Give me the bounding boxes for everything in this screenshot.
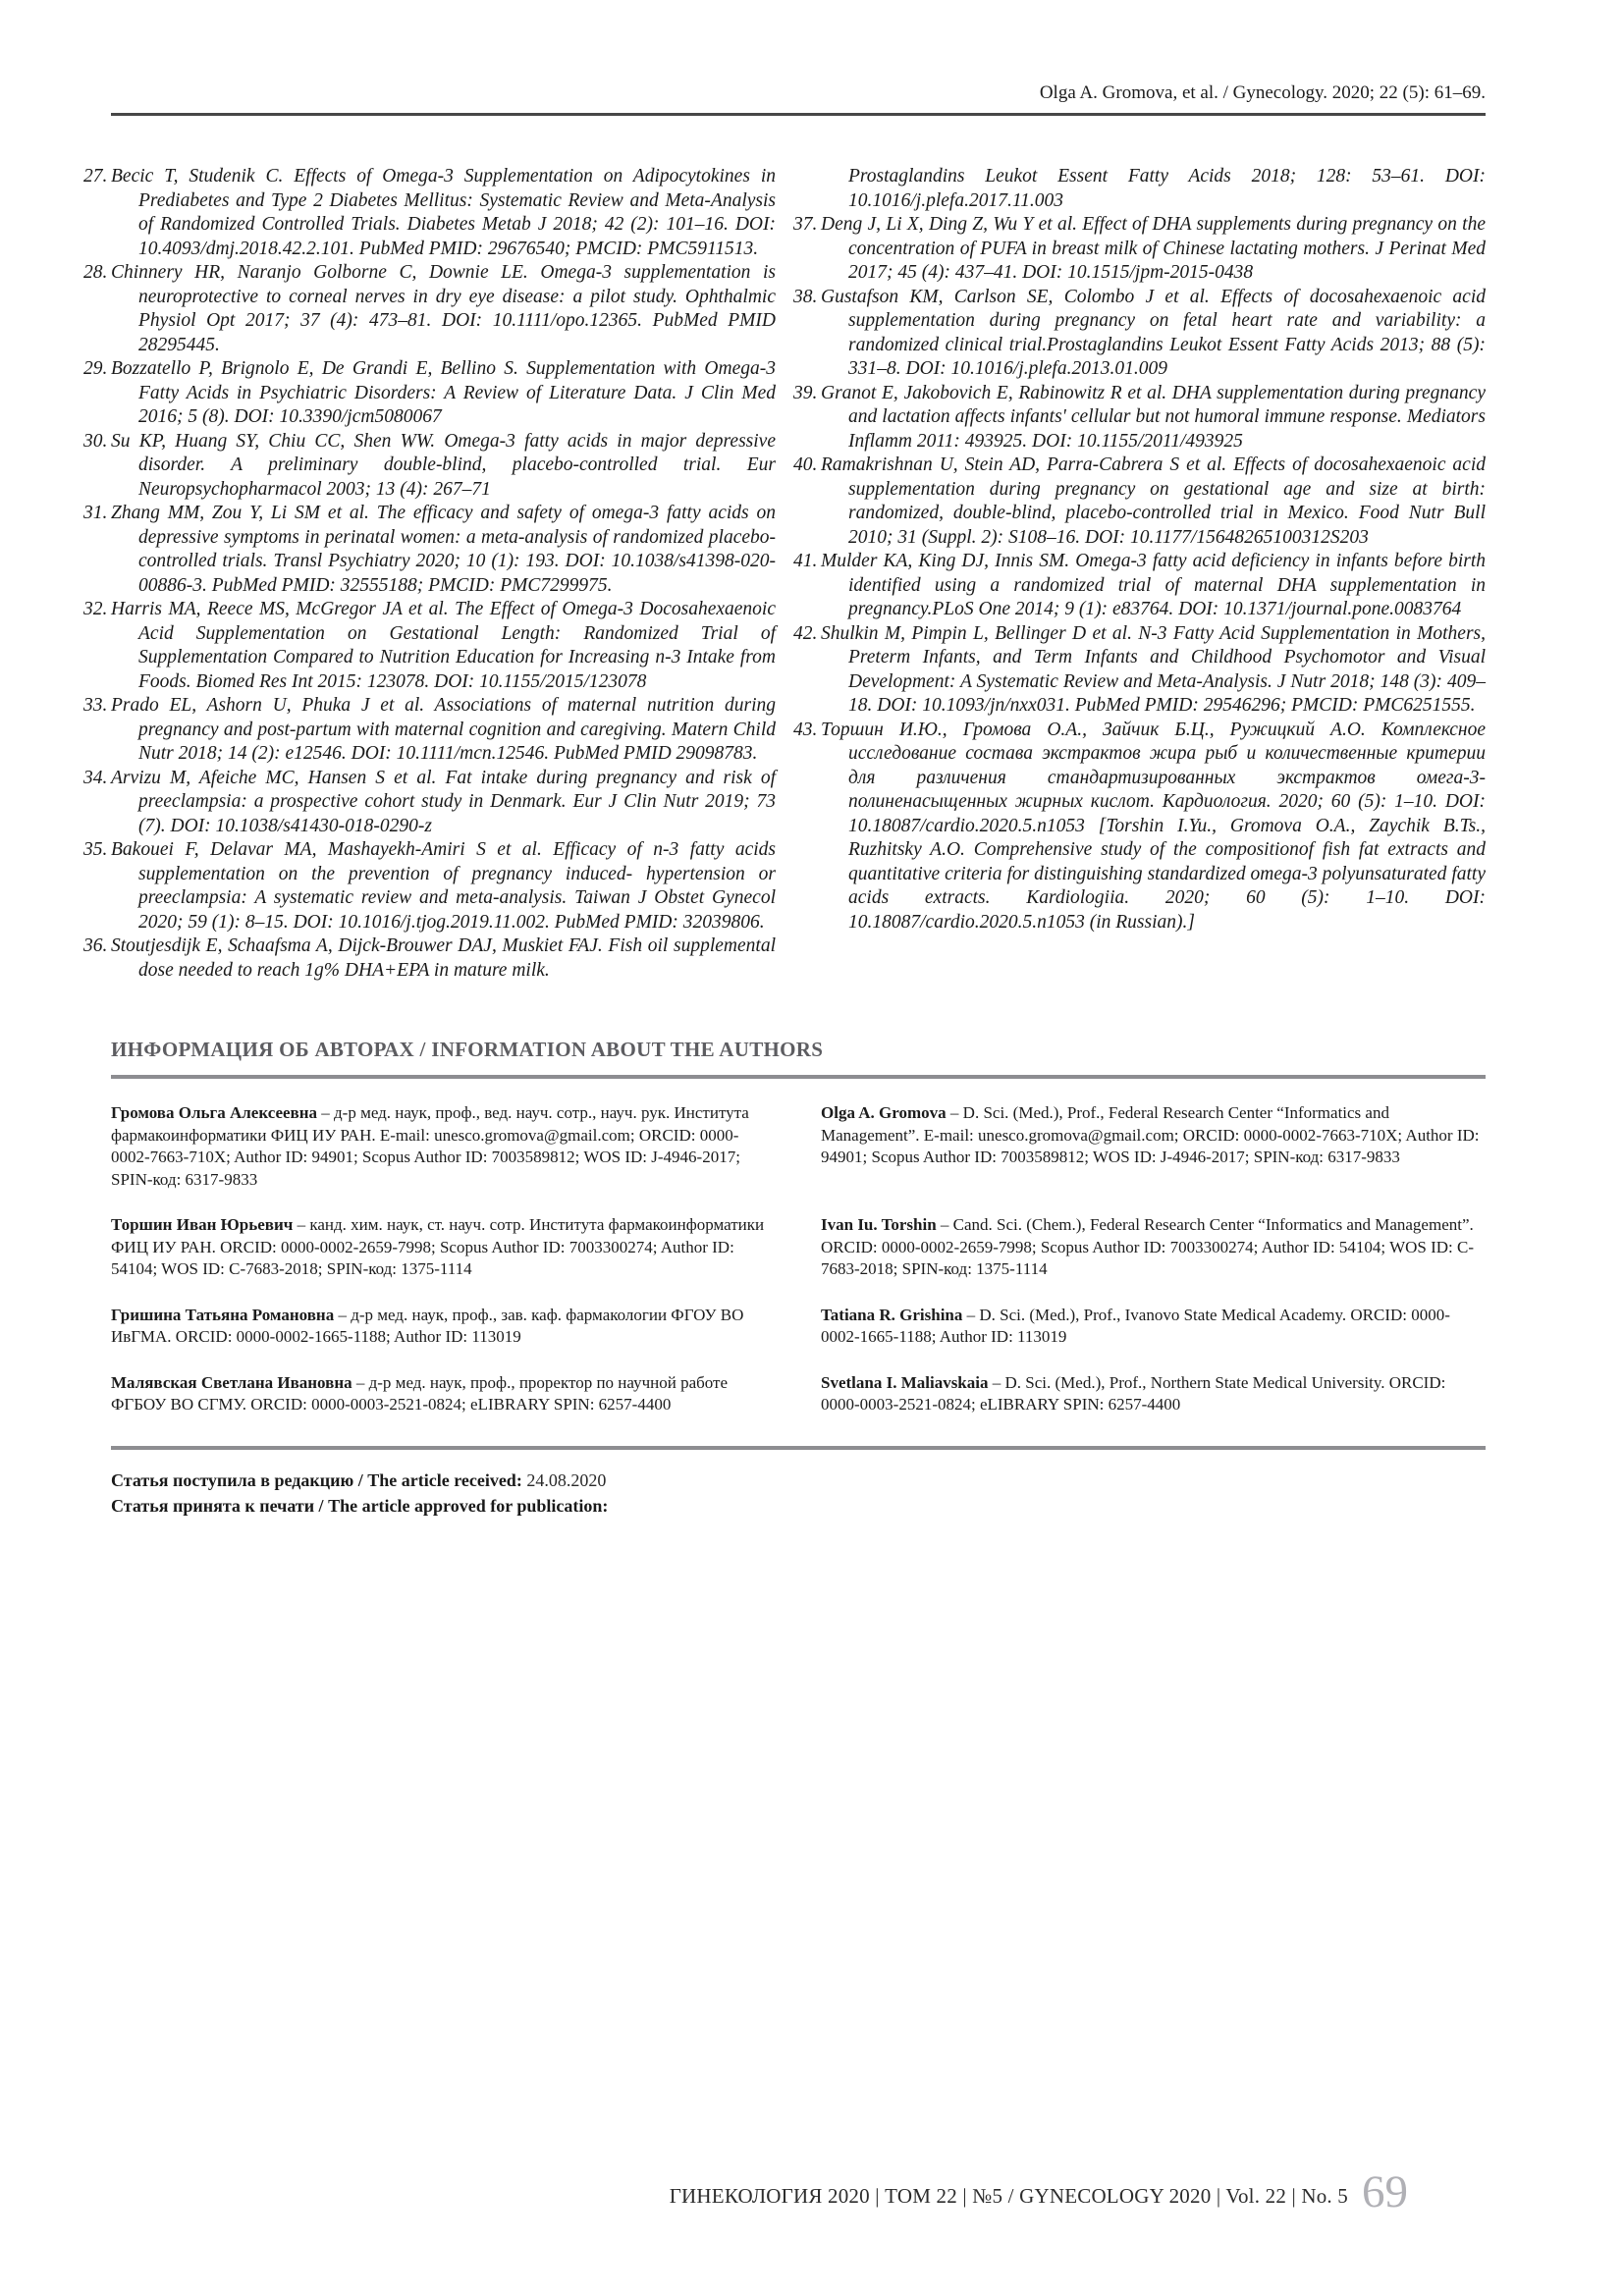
author-entry	[821, 1305, 1486, 1349]
author-name: Ivan Iu. Torshin	[821, 1215, 937, 1234]
reference-item	[83, 767, 776, 839]
reference-text: Stoutjesdijk E, Schaafsma A, Dijck-Brouwer DAJ, Muskiet FAJ. Fish oil supplemental dose needed to reach 1g% DHA+EPA in mature milk.	[111, 935, 776, 981]
author-name: Svetlana I. Maliavskaia	[821, 1372, 989, 1392]
reference-text: Торшин И.Ю., Громова О.А., Зайчик Б.Ц., Ружицкий А.О. Комплексное исследование состава экстрактов жира рыб и количественные критерии для различения стандартизированных экстрактов омега-3-полиненасыщенных жирных кислот. Кардиология. 2020; 60 (5): 1–10. DOI: 10.18087/cardio.2020.5.n1053 [Torshin I.Yu., Gromova O.A., Zaychik B.Ts., Ruzhitsky A.O. Comprehensive study of the compositionof fish fat extracts and quantitative criteria for distinguishing standardized omega-3 polyunsaturated fatty acids extracts. Kardiologiia. 2020; 60 (5): 1–10. DOI: 10.18087/cardio.2020.5.n1053 (in Russian).]	[821, 719, 1486, 933]
reference-number: 30.	[83, 430, 108, 452]
reference-text: Prostaglandins Leukot Essent Fatty Acids 2018; 128: 53–61. DOI: 10.1016/j.plefa.2017.11.003	[848, 166, 1486, 211]
reference-item	[83, 261, 776, 357]
page-footer	[0, 2165, 1408, 2217]
reference-number: 37.	[793, 214, 818, 235]
authors-top-divider	[111, 1075, 1486, 1079]
reference-item	[83, 502, 776, 598]
reference-number: 39.	[793, 382, 818, 403]
reference-item	[793, 719, 1486, 935]
page-content	[83, 0, 1486, 1519]
author-entry	[111, 1102, 776, 1191]
reference-text: Chinnery HR, Naranjo Golborne C, Downie LE. Omega-3 supplementation is neuroprotective to corneal nerves in dry eye disease: a pilot study. Ophthalmic Physiol Opt 2017; 37 (4): 473–81. DOI: 10.1111/opo.12365. PubMed PMID 28295445.	[111, 262, 776, 355]
reference-text: Mulder KA, King DJ, Innis SM. Omega-3 fatty acid deficiency in infants before birth identified using a randomized trial of maternal DHA supplementation in pregnancy.PLoS One 2014; 9 (1): e83764. DOI: 10.1371/journal.pone.0083764	[821, 551, 1486, 619]
author-details: – D. Sci. (Med.), Prof., Ivanovo State Medical Academy. ORCID: 0000-0002-1665-1188; Author ID: 113019	[821, 1305, 1450, 1346]
received-label: Статья поступила в редакцию / The article received:	[111, 1469, 522, 1490]
author-name: Громова Ольга Алексеевна	[111, 1103, 318, 1122]
reference-item	[793, 286, 1486, 382]
reference-number: 34.	[83, 767, 108, 788]
author-name: Торшин Иван Юрьевич	[111, 1215, 294, 1234]
reference-number: 38.	[793, 286, 818, 307]
reference-text: Deng J, Li X, Ding Z, Wu Y et al. Effect of DHA supplements during pregnancy on the concentration of PUFA in breast milk of Chinese lactating mothers. J Perinat Med 2017; 45 (4): 437–41. DOI: 10.1515/jpm-2015-0438	[821, 214, 1486, 283]
reference-text: Bakouei F, Delavar MA, Mashayekh-Amiri S et al. Efficacy of n-3 fatty acids supplementation on the prevention of pregnancy induced- hypertension or preeclampsia: A systematic review and meta-analysis. Taiwan J Obstet Gynecol 2020; 59 (1): 8–15. DOI: 10.1016/j.tjog.2019.11.002. PubMed PMID: 32039806.	[111, 839, 776, 933]
author-name: Гришина Татьяна Романовна	[111, 1305, 335, 1324]
reference-item	[793, 622, 1486, 719]
reference-number: 27.	[83, 166, 108, 187]
reference-text: Granot E, Jakobovich E, Rabinowitz R et al. DHA supplementation during pregnancy and lactation affects infants' cellular but not humoral immune response. Mediators Inflamm 2011: 493925. DOI: 10.1155/2011/493925	[821, 382, 1486, 452]
reference-number: 28.	[83, 262, 108, 283]
reference-text: Su KP, Huang SY, Chiu CC, Shen WW. Omega-3 fatty acids in major depressive disorder. A preliminary double-blind, placebo-controlled trial. Eur Neuropsychopharmacol 2003; 13 (4): 267–71	[111, 430, 776, 500]
author-details: – Cand. Sci. (Chem.), Federal Research Center “Informatics and Management”. ORCID: 0000-0002-2659-7998; Scopus Author ID: 7003300274; Author ID: 54104; WOS ID: C-7683-2018; SPIN-код: 1375-1114	[821, 1215, 1475, 1278]
author-entry	[111, 1372, 776, 1416]
reference-text: Bozzatello P, Brignolo E, De Grandi E, Bellino S. Supplementation with Omega-3 Fatty Acids in Psychiatric Disorders: A Review of Literature Data. J Clin Med 2016; 5 (8). DOI: 10.3390/jcm5080067	[111, 358, 776, 427]
reference-item	[793, 550, 1486, 622]
page-number: 69	[1362, 2166, 1408, 2217]
reference-item	[83, 165, 776, 261]
reference-number: 29.	[83, 358, 108, 379]
author-details: – д-р мед. наук, проф., вед. науч. сотр., науч. рук. Института фармакоинформатики ФИЦ ИУ РАН. E-mail: unesco.gromova@gmail.com; ORCID: 0000-0002-7663-710X; Author ID: 94901; Scopus Author ID: 7003589812; WOS ID: J-4946-2017; SPIN-код: 6317-9833	[111, 1103, 749, 1189]
running-head	[111, 82, 1486, 104]
author-entry	[111, 1305, 776, 1349]
reference-item	[83, 430, 776, 503]
header-divider	[111, 113, 1486, 116]
reference-number: 42.	[793, 622, 818, 644]
reference-text: Becic T, Studenik C. Effects of Omega-3 Supplementation on Adipocytokines in Prediabetes and Type 2 Diabetes Mellitus: Systematic Review and Meta-Analysis of Randomized Controlled Trials. Diabetes Metab J 2018; 42 (2): 101–16. DOI: 10.4093/dmj.2018.42.2.101. PubMed PMID: 29676540; PMCID: PMC5911513.	[111, 166, 776, 259]
authors-section-heading: ИНФОРМАЦИЯ ОБ АВТОРАХ / INFORMATION ABOUT THE AUTHORS	[111, 1038, 824, 1061]
reference-item	[83, 598, 776, 694]
footer-journal-line: ГИНЕКОЛОГИЯ 2020 | ТОМ 22 | №5 / GYNECOLOGY 2020 | Vol. 22 | No. 5	[669, 2184, 1348, 2208]
author-name: Tatiana R. Grishina	[821, 1305, 963, 1324]
reference-number: 35.	[83, 839, 108, 860]
author-name: Малявская Светлана Ивановна	[111, 1372, 352, 1392]
received-date: 24.08.2020	[526, 1469, 607, 1490]
reference-number: 31.	[83, 503, 108, 523]
reference-item	[83, 838, 776, 934]
reference-text: Harris MA, Reece MS, McGregor JA et al. The Effect of Omega-3 Docosahexaenoic Acid Supplementation on Gestational Length: Randomized Trial of Supplementation Compared to Nutrition Education for Increasing n-3 Intake from Foods. Biomed Res Int 2015: 123078. DOI: 10.1155/2015/123078	[111, 599, 776, 692]
running-head-text: Olga A. Gromova, et al. / Gynecology. 2020; 22 (5): 61–69.	[1039, 82, 1486, 103]
reference-text: Shulkin M, Pimpin L, Bellinger D et al. N-3 Fatty Acid Supplementation in Mothers, Preterm Infants, and Term Infants and Childhood Psychomotor and Visual Development: A Systematic Review and Meta-Analysis. J Nutr 2018; 148 (3): 409–18. DOI: 10.1093/jn/nxx031. PubMed PMID: 29546296; PMCID: PMC6251555.	[821, 622, 1486, 716]
author-details: – канд. хим. наук, ст. науч. сотр. Института фармакоинформатики ФИЦ ИУ РАН. ORCID: 0000-0002-2659-7998; Scopus Author ID: 7003300274; Author ID: 54104; WOS ID: C-7683-2018; SPIN-код: 1375-1114	[111, 1215, 765, 1278]
author-details: – д-р мед. наук, проф., зав. каф. фармакологии ФГОУ ВО ИвГМА. ORCID: 0000-0002-1665-1188; Author ID: 113019	[111, 1305, 744, 1346]
references-column-right	[793, 165, 1486, 983]
authors-info-grid	[111, 1102, 1486, 1416]
author-entry	[111, 1214, 776, 1281]
reference-text: Zhang MM, Zou Y, Li SM et al. The efficacy and safety of omega-3 fatty acids on depressive symptoms in perinatal women: a meta-analysis of randomized placebo-controlled trials. Transl Psychiatry 2020; 10 (1): 193. DOI: 10.1038/s41398-020-00886-3. PubMed PMID: 32555188; PMCID: PMC7299975.	[111, 503, 776, 596]
reference-item	[793, 454, 1486, 550]
author-details: – D. Sci. (Med.), Prof., Northern State Medical University. ORCID: 0000-0003-2521-0824; eLIBRARY SPIN: 6257-4400	[821, 1372, 1446, 1414]
references-column-left	[83, 165, 776, 983]
author-name: Olga A. Gromova	[821, 1103, 947, 1122]
article-dates	[111, 1468, 1486, 1519]
reference-number: 33.	[83, 695, 108, 716]
reference-item	[793, 213, 1486, 286]
reference-number: 40.	[793, 454, 818, 475]
author-entry	[821, 1214, 1486, 1281]
author-entry	[821, 1372, 1486, 1416]
reference-number: 41.	[793, 551, 818, 571]
reference-text: Ramakrishnan U, Stein AD, Parra-Cabrera S et al. Effects of docosahexaenoic acid supplementation during pregnancy on gestational age and size at birth: randomized, double-blind, placebo-controlled trial in Mexico. Food Nutr Bull 2010; 31 (Suppl. 2): S108–16. DOI: 10.1177/15648265100312S203	[821, 454, 1486, 548]
reference-item	[793, 382, 1486, 454]
reference-number: 43.	[793, 719, 818, 740]
reference-number: 36.	[83, 935, 108, 956]
article-approved-line	[111, 1493, 1486, 1519]
approved-label: Статья принята к печати / The article approved for publication:	[111, 1495, 609, 1516]
references-section	[83, 165, 1486, 983]
reference-text: Prado EL, Ashorn U, Phuka J et al. Associations of maternal nutrition during pregnancy and post-partum with maternal cognition and caregiving. Matern Child Nutr 2018; 14 (2): e12546. DOI: 10.1111/mcn.12546. PubMed PMID 29098783.	[111, 695, 776, 764]
author-entry	[821, 1102, 1486, 1191]
authors-bottom-divider	[111, 1446, 1486, 1450]
author-details: – д-р мед. наук, проф., проректор по научной работе ФГБОУ ВО СГМУ. ORCID: 0000-0003-2521-0824; eLIBRARY SPIN: 6257-4400	[111, 1372, 729, 1414]
author-details: – D. Sci. (Med.), Prof., Federal Research Center “Informatics and Management”. E-mail: unesco.gromova@gmail.com; ORCID: 0000-0002-7663-710X; Author ID: 94901; Scopus Author ID: 7003589812; WOS ID: J-4946-2017; SPIN-код: 6317-9833	[821, 1103, 1480, 1166]
reference-number: 32.	[83, 599, 108, 619]
reference-text: Gustafson KM, Carlson SE, Colombo J et al. Effects of docosahexaenoic acid supplementation during pregnancy on fetal heart rate and variability: a randomized clinical trial.Prostaglandins Leukot Essent Fatty Acids 2013; 88 (5): 331–8. DOI: 10.1016/j.plefa.2013.01.009	[821, 286, 1486, 379]
reference-item	[821, 165, 1486, 213]
reference-item	[83, 934, 776, 983]
reference-item	[83, 357, 776, 430]
article-received-line	[111, 1468, 1486, 1493]
reference-text: Arvizu M, Afeiche MC, Hansen S et al. Fat intake during pregnancy and risk of preeclampsia: a prospective cohort study in Denmark. Eur J Clin Nutr 2019; 73 (7). DOI: 10.1038/s41430-018-0290-z	[111, 767, 776, 836]
reference-item	[83, 694, 776, 767]
